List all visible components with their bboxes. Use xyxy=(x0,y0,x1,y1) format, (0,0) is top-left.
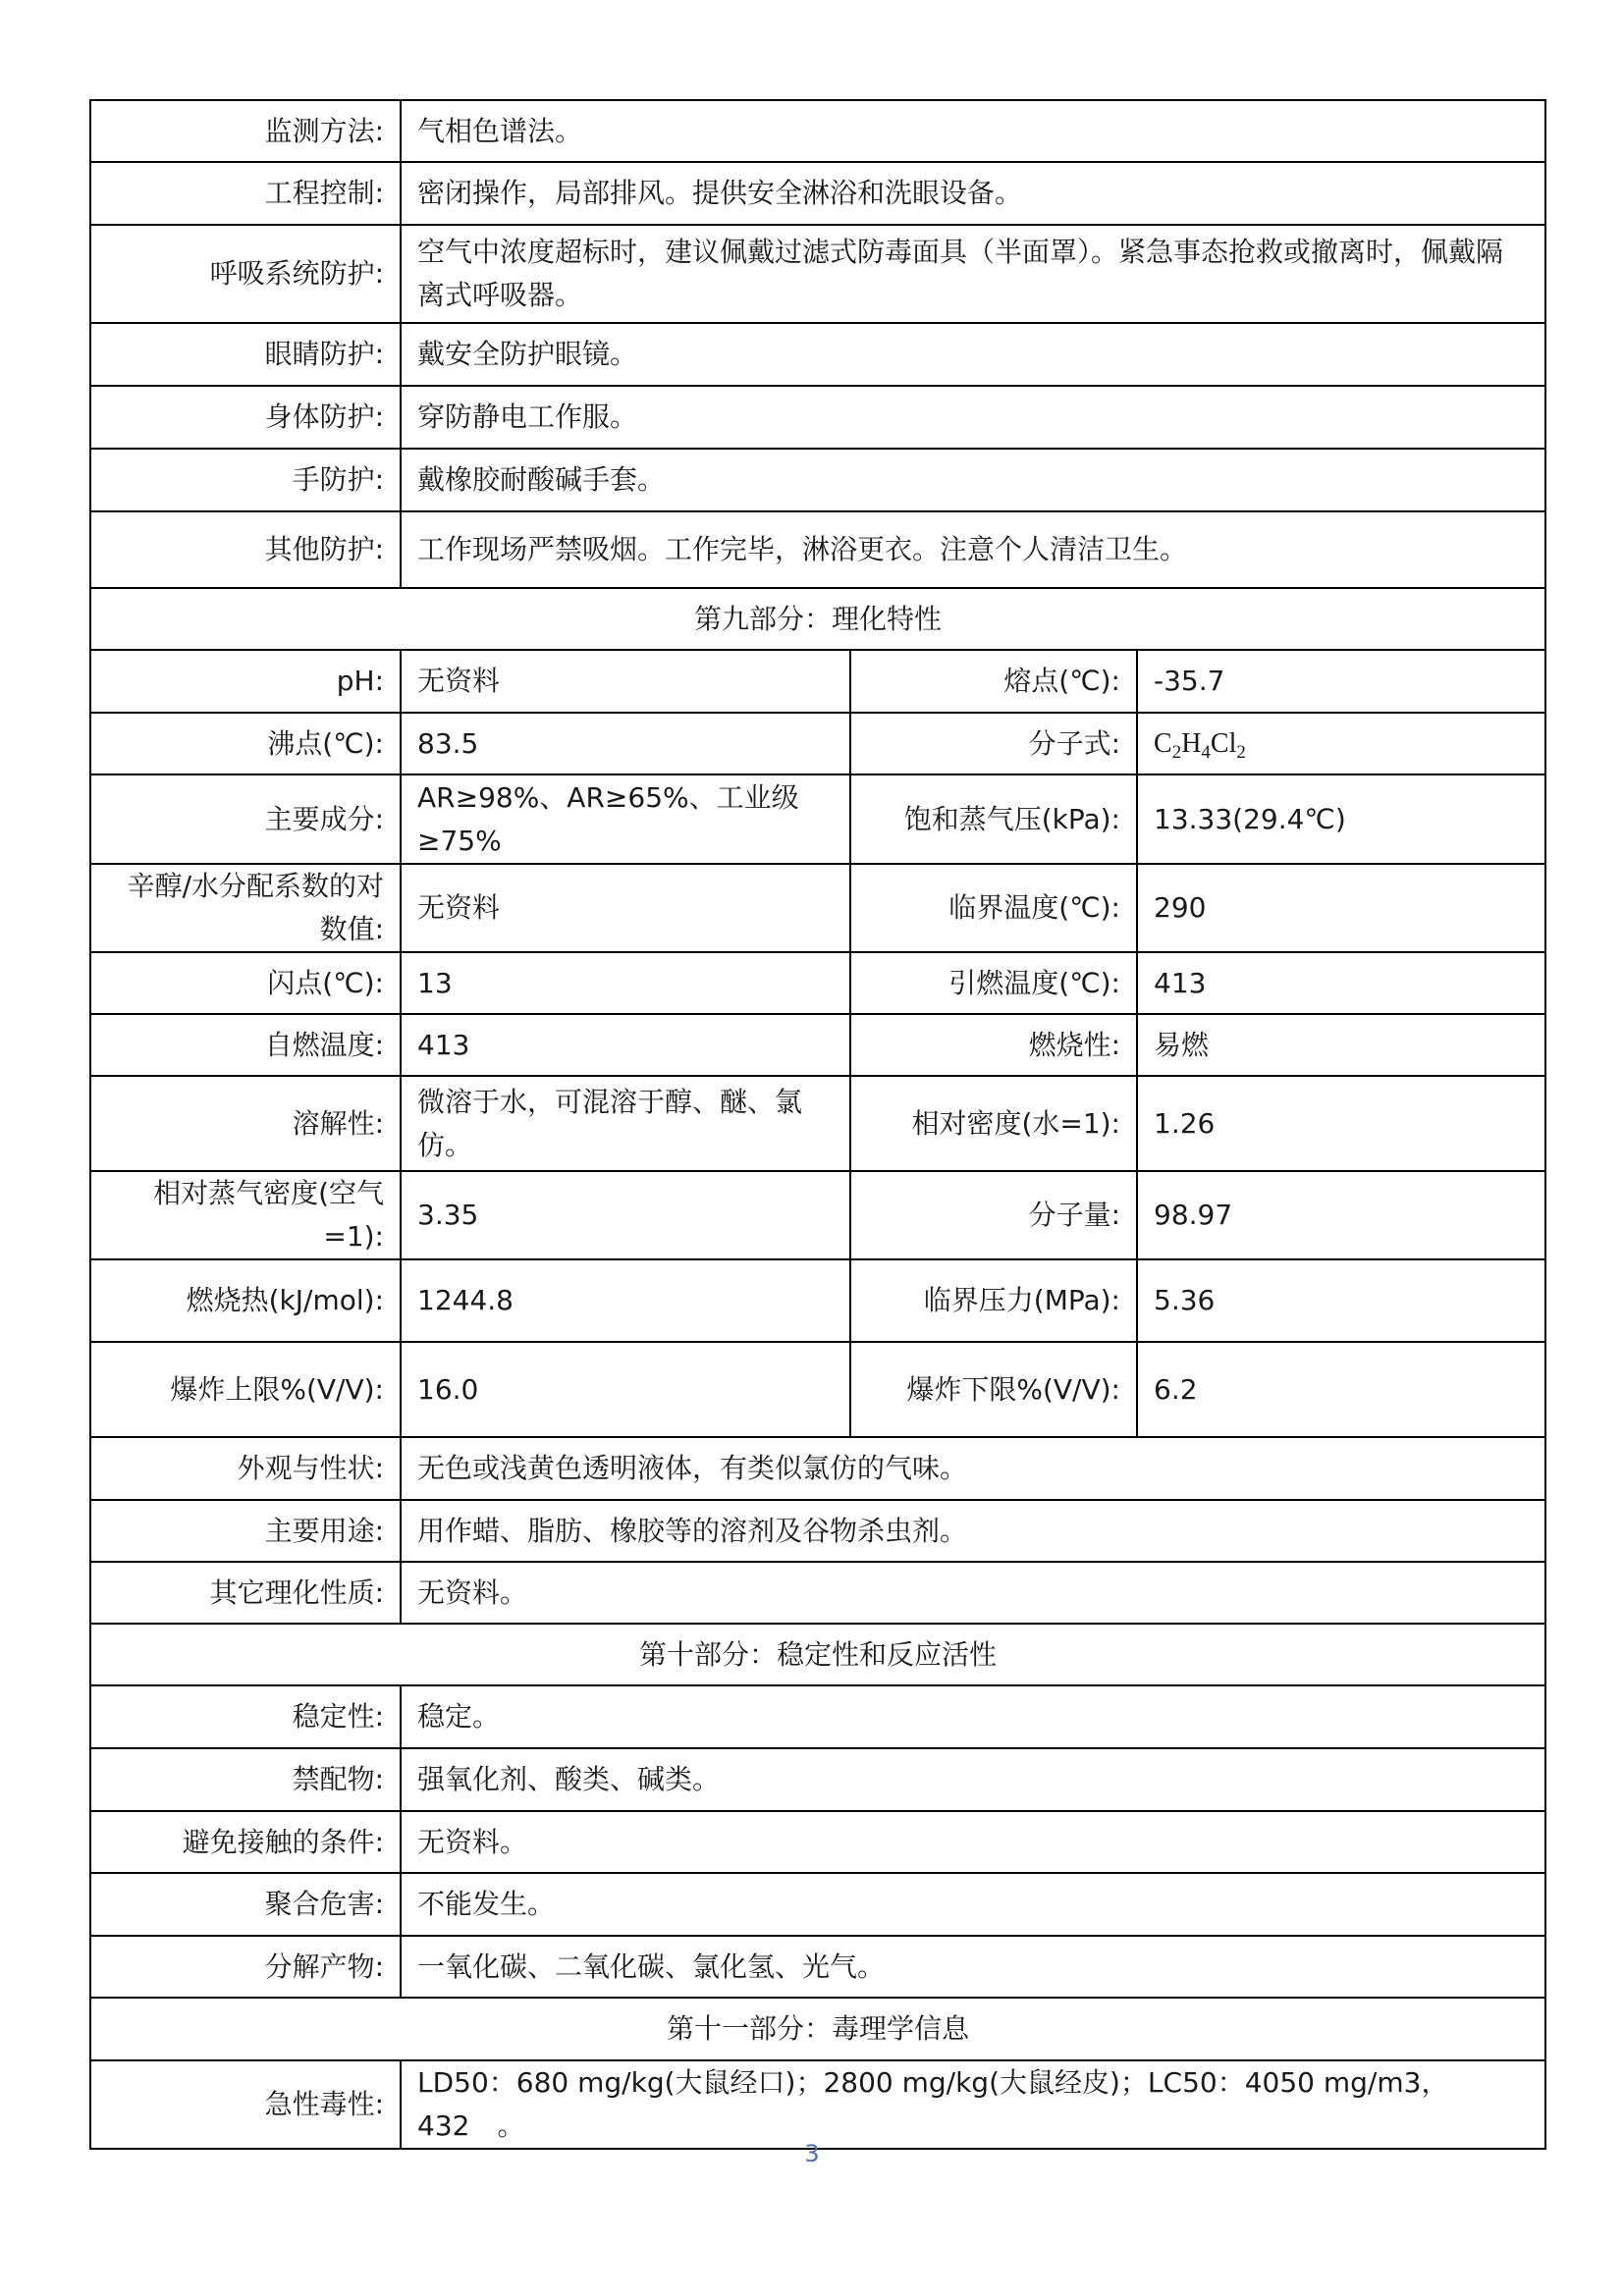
table-row xyxy=(90,1811,1545,1873)
field-value: 无资料。 xyxy=(401,1811,1545,1873)
field-value: 3.35 xyxy=(401,1171,850,1259)
field-label: 外观与性状: xyxy=(90,1437,401,1500)
field-label: 监测方法: xyxy=(90,100,401,162)
field-value: 稳定。 xyxy=(401,1685,1545,1748)
table-row xyxy=(90,386,1545,449)
field-label: 辛醇/水分配系数的对数值: xyxy=(90,864,401,952)
formula-subscript: 2 xyxy=(1171,741,1182,763)
field-label: 引燃温度(℃): xyxy=(850,952,1137,1014)
field-value: 气相色谱法。 xyxy=(401,100,1545,162)
field-label: pH: xyxy=(90,650,401,713)
field-value: 98.97 xyxy=(1137,1171,1545,1259)
field-label: 临界温度(℃): xyxy=(850,864,1137,952)
section-header-row xyxy=(90,1624,1545,1685)
field-value: 无资料 xyxy=(401,650,850,713)
field-value: 不能发生。 xyxy=(401,1873,1545,1936)
table-row xyxy=(90,1748,1545,1811)
table-row xyxy=(90,650,1545,713)
formula-element: H xyxy=(1181,727,1202,759)
field-label: 手防护: xyxy=(90,449,401,511)
field-label: 临界压力(MPa): xyxy=(850,1259,1137,1342)
field-label: 闪点(℃): xyxy=(90,952,401,1014)
formula-subscript: 2 xyxy=(1236,741,1246,763)
field-value: 290 xyxy=(1137,864,1545,952)
field-label: 分解产物: xyxy=(90,1936,401,1998)
field-value: 413 xyxy=(401,1014,850,1076)
field-label: 其他防护: xyxy=(90,511,401,588)
formula-element: Cl xyxy=(1210,727,1237,759)
field-value: 戴橡胶耐酸碱手套。 xyxy=(401,449,1545,511)
table-row xyxy=(90,774,1545,864)
field-label: 主要成分: xyxy=(90,774,401,864)
field-label: 相对密度(水=1): xyxy=(850,1076,1137,1171)
msds-table xyxy=(89,99,1546,2150)
table-row xyxy=(90,1259,1545,1342)
table-row xyxy=(90,1936,1545,1998)
table-row xyxy=(90,2060,1545,2149)
field-value: 微溶于水，可混溶于醇、醚、氯仿。 xyxy=(401,1076,850,1171)
field-value: 无资料。 xyxy=(401,1562,1545,1624)
field-label: 爆炸下限%(V/V): xyxy=(850,1342,1137,1437)
field-label: 分子量: xyxy=(850,1171,1137,1259)
formula-element: C xyxy=(1154,727,1172,759)
table-row xyxy=(90,225,1545,323)
table-row xyxy=(90,1873,1545,1936)
field-label: 聚合危害: xyxy=(90,1873,401,1936)
field-value: 413 xyxy=(1137,952,1545,1014)
field-value: AR≥98%、AR≥65%、工业级≥75% xyxy=(401,774,850,864)
field-label: 身体防护: xyxy=(90,386,401,449)
section-header-row xyxy=(90,1998,1545,2060)
table-row xyxy=(90,449,1545,511)
molecular-formula xyxy=(1137,713,1545,774)
section-title: 第十部分：稳定性和反应活性 xyxy=(90,1624,1545,1685)
field-value: -35.7 xyxy=(1137,650,1545,713)
field-value: 用作蜡、脂肪、橡胶等的溶剂及谷物杀虫剂。 xyxy=(401,1500,1545,1562)
field-label: 避免接触的条件: xyxy=(90,1811,401,1873)
field-label: 工程控制: xyxy=(90,162,401,225)
field-label: 爆炸上限%(V/V): xyxy=(90,1342,401,1437)
field-label: 燃烧性: xyxy=(850,1014,1137,1076)
field-value: 穿防静电工作服。 xyxy=(401,386,1545,449)
table-row xyxy=(90,323,1545,386)
table-row xyxy=(90,864,1545,952)
table-row xyxy=(90,100,1545,162)
field-value: 13 xyxy=(401,952,850,1014)
field-label: 稳定性: xyxy=(90,1685,401,1748)
table-row xyxy=(90,1500,1545,1562)
field-value: 83.5 xyxy=(401,713,850,774)
field-label: 其它理化性质: xyxy=(90,1562,401,1624)
table-row xyxy=(90,511,1545,588)
field-label: 溶解性: xyxy=(90,1076,401,1171)
field-value: 13.33(29.4℃) xyxy=(1137,774,1545,864)
field-label: 禁配物: xyxy=(90,1748,401,1811)
section-title: 第十一部分：毒理学信息 xyxy=(90,1998,1545,2060)
field-label: 主要用途: xyxy=(90,1500,401,1562)
table-row xyxy=(90,1014,1545,1076)
field-label: 急性毒性: xyxy=(90,2060,401,2149)
field-value: 1.26 xyxy=(1137,1076,1545,1171)
table-row xyxy=(90,1342,1545,1437)
field-label: 相对蒸气密度(空气=1): xyxy=(90,1171,401,1259)
page-number: 3 xyxy=(804,2140,820,2167)
table-row xyxy=(90,1685,1545,1748)
field-value: 空气中浓度超标时，建议佩戴过滤式防毒面具（半面罩）。紧急事态抢救或撤离时，佩戴隔离式呼吸器。 xyxy=(401,225,1545,323)
field-label: 呼吸系统防护: xyxy=(90,225,401,323)
field-label: 燃烧热(kJ/mol): xyxy=(90,1259,401,1342)
table-row xyxy=(90,1076,1545,1171)
field-value: 16.0 xyxy=(401,1342,850,1437)
table-row xyxy=(90,1437,1545,1500)
field-value: 5.36 xyxy=(1137,1259,1545,1342)
field-label: 熔点(℃): xyxy=(850,650,1137,713)
section-header-row xyxy=(90,588,1545,650)
field-value: 戴安全防护眼镜。 xyxy=(401,323,1545,386)
table-row xyxy=(90,162,1545,225)
field-label: 沸点(℃): xyxy=(90,713,401,774)
field-label: 饱和蒸气压(kPa): xyxy=(850,774,1137,864)
section-title: 第九部分：理化特性 xyxy=(90,588,1545,650)
field-value: 易燃 xyxy=(1137,1014,1545,1076)
field-label: 自燃温度: xyxy=(90,1014,401,1076)
table-row xyxy=(90,952,1545,1014)
field-value: LD50：680 mg/kg(大鼠经口)；2800 mg/kg(大鼠经皮)；LC50：4050 mg/m3，432 。 xyxy=(401,2060,1545,2149)
field-value: 密闭操作，局部排风。提供安全淋浴和洗眼设备。 xyxy=(401,162,1545,225)
field-value: 1244.8 xyxy=(401,1259,850,1342)
table-row xyxy=(90,1171,1545,1259)
field-value: 无资料 xyxy=(401,864,850,952)
field-value: 工作现场严禁吸烟。工作完毕，淋浴更衣。注意个人清洁卫生。 xyxy=(401,511,1545,588)
field-value: 强氧化剂、酸类、碱类。 xyxy=(401,1748,1545,1811)
field-label: 眼睛防护: xyxy=(90,323,401,386)
table-row xyxy=(90,1562,1545,1624)
table-row xyxy=(90,713,1545,774)
field-value: 6.2 xyxy=(1137,1342,1545,1437)
field-value: 一氧化碳、二氧化碳、氯化氢、光气。 xyxy=(401,1936,1545,1998)
formula-subscript: 4 xyxy=(1201,741,1211,763)
field-value: 无色或浅黄色透明液体，有类似氯仿的气味。 xyxy=(401,1437,1545,1500)
field-label: 分子式: xyxy=(850,713,1137,774)
